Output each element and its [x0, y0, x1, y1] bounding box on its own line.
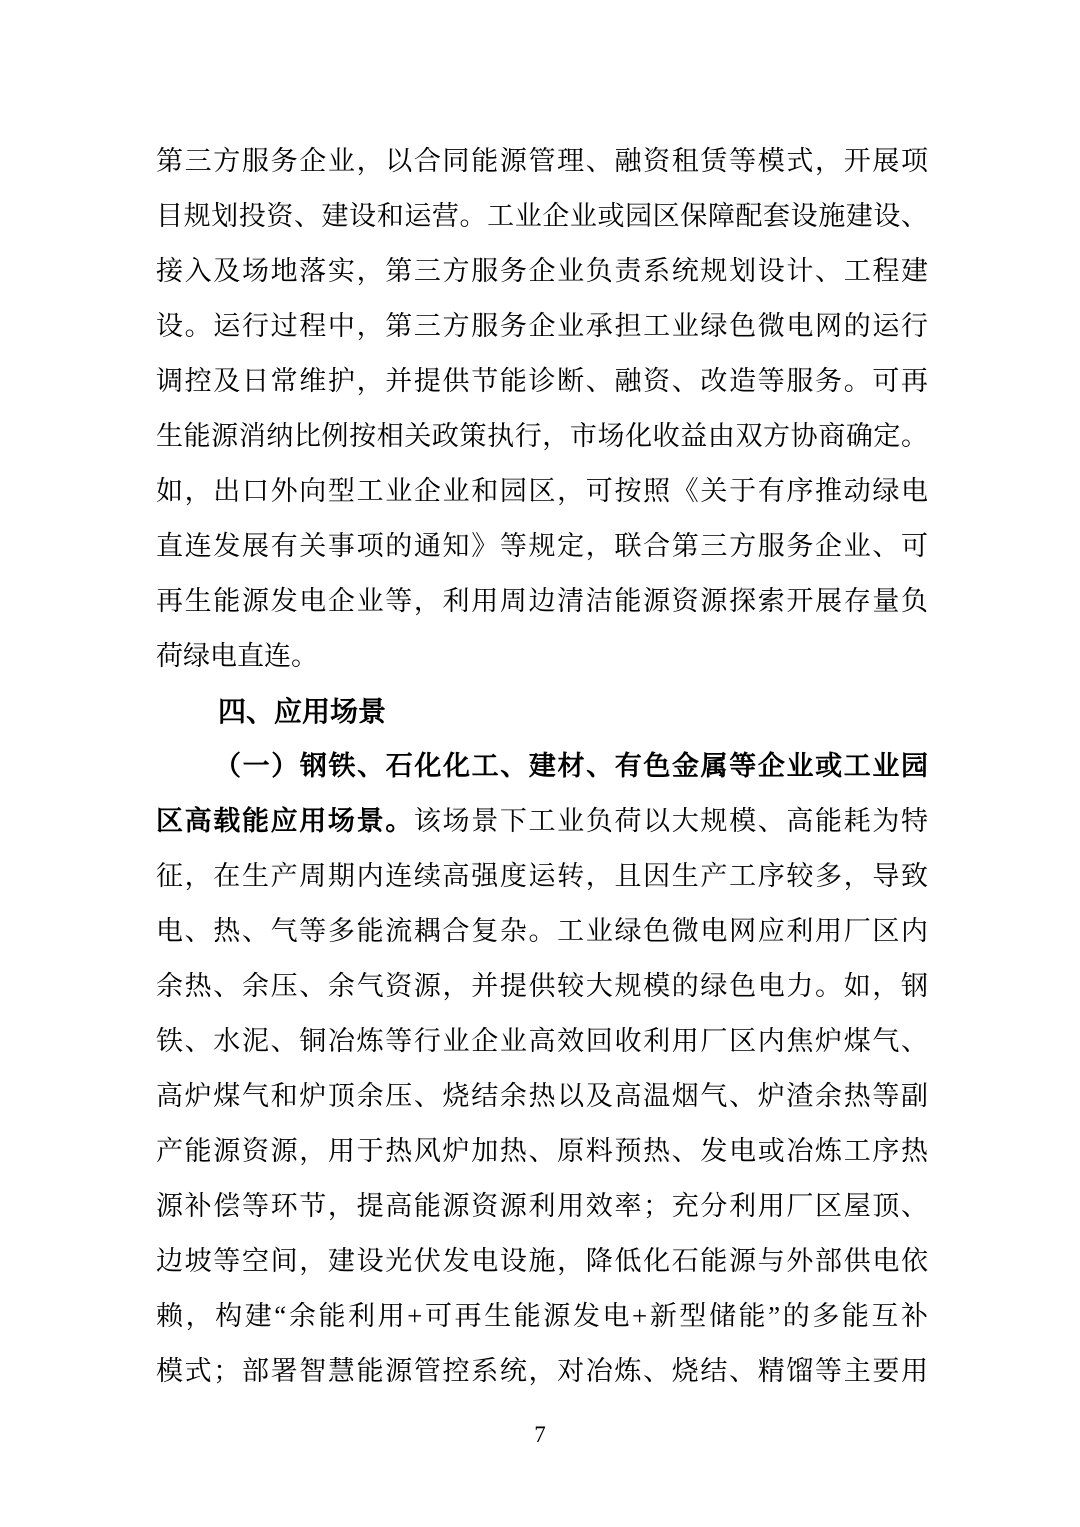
body-line: 铁、水泥、铜冶炼等行业企业高效回收利用厂区内焦炉煤气、 — [156, 1026, 928, 1056]
body-text — [156, 134, 928, 1399]
body-line: 调控及日常维护，并提供节能诊断、融资、改造等服务。可再 — [156, 366, 928, 396]
body-line: 高炉煤气和炉顶余压、烧结余热以及高温烟气、炉渣余热等副 — [156, 1081, 928, 1111]
body-line: 再生能源发电企业等，利用周边清洁能源资源探索开展存量负 — [156, 586, 928, 616]
subsection-heading-continued: 区高载能应用场景。 — [156, 806, 414, 836]
body-line: 产能源资源，用于热风炉加热、原料预热、发电或冶炼工序热 — [156, 1136, 928, 1166]
page-number: 7 — [534, 1422, 546, 1447]
body-line: 生能源消纳比例按相关政策执行，市场化收益由双方协商确定。 — [156, 421, 928, 451]
body-line: 征，在生产周期内连续高强度运转，且因生产工序较多，导致 — [156, 861, 928, 891]
body-line: 第三方服务企业，以合同能源管理、融资租赁等模式，开展项 — [156, 146, 928, 176]
body-line-mixed — [156, 794, 928, 849]
body-line: 目规划投资、建设和运营。工业企业或园区保障配套设施建设、 — [156, 201, 928, 231]
body-line: 设。运行过程中，第三方服务企业承担工业绿色微电网的运行 — [156, 311, 928, 341]
body-line: 直连发展有关事项的通知》等规定，联合第三方服务企业、可 — [156, 531, 928, 561]
body-line-rest: 该场景下工业负荷以大规模、高能耗为特 — [413, 806, 929, 836]
body-line: 余热、余压、余气资源，并提供较大规模的绿色电力。如，钢 — [156, 971, 928, 1001]
body-line: 赖，构建“余能利用+可再生能源发电+新型储能”的多能互补 — [156, 1301, 928, 1331]
section-heading: 四、应用场景 — [218, 696, 387, 727]
body-line: 模式；部署智慧能源管控系统，对冶炼、烧结、精馏等主要用 — [156, 1356, 928, 1386]
body-line: 荷绿电直连。 — [156, 641, 318, 671]
body-line: 源补偿等环节，提高能源资源利用效率；充分利用厂区屋顶、 — [156, 1191, 928, 1221]
body-line: 如，出口外向型工业企业和园区，可按照《关于有序推动绿电 — [156, 476, 928, 506]
body-line: 接入及场地落实，第三方服务企业负责系统规划设计、工程建 — [156, 256, 928, 286]
body-line: 边坡等空间，建设光伏发电设施，降低化石能源与外部供电依 — [156, 1246, 928, 1276]
body-line: 电、热、气等多能流耦合复杂。工业绿色微电网应利用厂区内 — [156, 916, 928, 946]
subsection-heading-line: （一）钢铁、石化化工、建材、有色金属等企业或工业园 — [214, 751, 928, 781]
